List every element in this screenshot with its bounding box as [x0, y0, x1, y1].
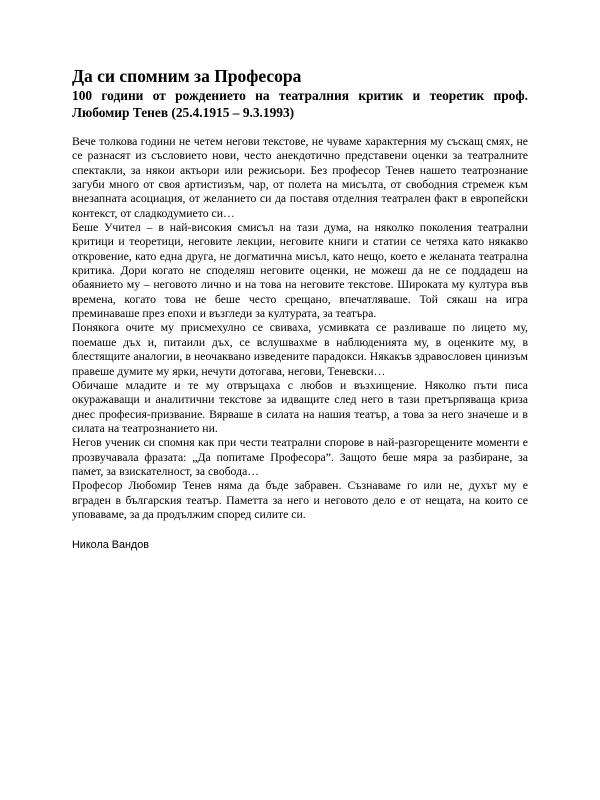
- paragraph-3: Понякога очите му присмехулно се свиваха, усмивката се разливаше по лицето му, поемаше дъх и, питаили дъх, се вслушвахме в наблюденията му, в оценките му, в блестящите аналогии, в неочаквано изведените парадокси. Някакъв здравословен цинизъм правеше думите му ярки, нечути дотогава, негови, Теневски…: [72, 321, 528, 378]
- document-page: [72, 66, 528, 552]
- paragraph-5: Негов ученик си спомня как при чести театрални спорове в най-разгорещените моменти е прозвучавала фразата: „Да попитаме Професора”. Защото беше мяра за разбиране, за памет, за взискателност, за свобода…: [72, 436, 528, 478]
- page-subtitle: 100 години от рождението на театралния критик и теоретик проф. Любомир Тенев (25.4.1915 – 9.3.1993): [72, 88, 528, 120]
- article-body: [72, 135, 528, 522]
- paragraph-4: Обичаше младите и те му отвръщаха с любов и възхищение. Няколко пъти писа окуражаващи и аналитични текстове за идващите след него в тази претърпяваща криза днес професия-призвание. Вярваше в силата на нашия театър, а това за него значеше и в силата на театрознанието ни.: [72, 378, 528, 435]
- paragraph-2: Беше Учител – в най-високия смисъл на тази дума, на няколко поколения театрални критици и теоретици, неговите лекции, неговите книги и статии се четяха като някакво откровение, като една друга, не догматична мисъл, като нещо, което е желаната театрална критика. Дори когато не споделяш неговите оценки, не можеш да не се поддадеш на обаянието му – неговото лично и на това на неговите текстове. Широката му култура във времена, когато това не беше често срещано, впечатляваше. Той сякаш на игра преминаваше през епохи и възгледи за културата, за театъра.: [72, 221, 528, 321]
- author-signature: Никола Вандов: [72, 539, 149, 552]
- paragraph-6: Професор Любомир Тенев няма да бъде забравен. Съзнаваме го или не, духът му е вграден в българския театър. Паметта за него и неговото дело е от нещата, на които се уповаваме, за да продължим според силите си.: [72, 479, 528, 521]
- page-title: Да си спомним за Професора: [72, 66, 302, 86]
- paragraph-1: Вече толкова години не четем негови текстове, не чуваме характерния му съскащ смях, не се разнасят из съсловието нови, често анекдотично представени оценки за театралните спектакли, за някои актьори или режисьори. Без професор Тенев нашето театрознание загуби много от своя артистизъм, чар, от полета на мисълта, от свободния стремеж към внезапната асоциация, от желанието си да поставя отделния театрален факт в европейски контекст, от сладкодумието си…: [72, 135, 528, 220]
